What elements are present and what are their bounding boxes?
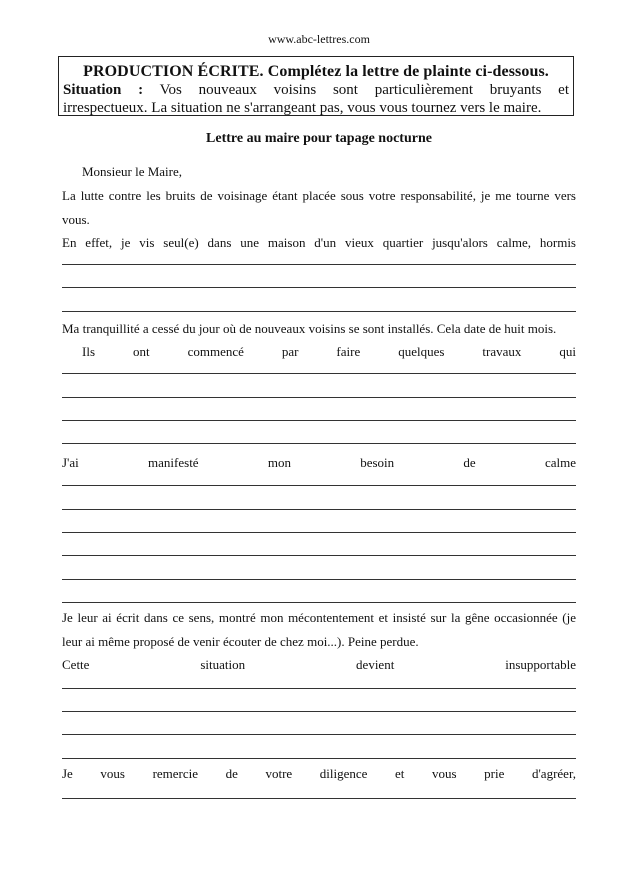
situation-text-1: Vos nouveaux voisins sont particulièrement bruyants et xyxy=(159,82,569,98)
paragraph-2-start: En effet, je vis seul(e) dans une maison d'un vieux quartier jusqu'alors calme, hormis xyxy=(62,235,576,250)
blank-line[interactable] xyxy=(62,420,576,421)
blank-line[interactable] xyxy=(62,485,576,486)
blank-line[interactable] xyxy=(62,287,576,288)
paragraph-1-line-1: La lutte contre les bruits de voisinage étant placée sous votre responsabilité, je me tourne vers xyxy=(62,188,576,203)
letter-title: Lettre au maire pour tapage nocturne xyxy=(206,131,432,146)
exercise-title: PRODUCTION ÉCRITE. Complétez la lettre de plainte ci-dessous. xyxy=(83,63,549,80)
blank-line[interactable] xyxy=(62,443,576,444)
paragraph-6-line-1: Je leur ai écrit dans ce sens, montré mon mécontentement et insisté sur la gêne occasionnée (je xyxy=(62,610,576,625)
blank-line[interactable] xyxy=(62,509,576,510)
paragraph-8-start: Je vous remercie de votre diligence et vous prie d'agréer, xyxy=(62,766,576,781)
blank-line[interactable] xyxy=(62,688,576,689)
situation-label: Situation : xyxy=(63,82,144,98)
blank-line[interactable] xyxy=(62,311,576,312)
blank-line[interactable] xyxy=(62,264,576,265)
situation-line-1 xyxy=(63,81,569,99)
blank-line[interactable] xyxy=(62,798,576,799)
situation-line-2: irrespectueux. La situation ne s'arrangeant pas, vous vous tournez vers le maire. xyxy=(63,100,542,116)
blank-line[interactable] xyxy=(62,555,576,556)
blank-line[interactable] xyxy=(62,711,576,712)
paragraph-6-line-2: leur ai même proposé de venir écouter de chez moi...). Peine perdue. xyxy=(62,634,419,649)
site-url: www.abc-lettres.com xyxy=(268,32,370,46)
salutation: Monsieur le Maire, xyxy=(82,164,183,179)
blank-line[interactable] xyxy=(62,397,576,398)
blank-line[interactable] xyxy=(62,532,576,533)
paragraph-7-start: Cette situation devient insupportable xyxy=(62,657,576,672)
blank-line[interactable] xyxy=(62,579,576,580)
blank-line[interactable] xyxy=(62,734,576,735)
paragraph-5-start: J'ai manifesté mon besoin de calme xyxy=(62,455,576,470)
instructions-box xyxy=(58,56,574,116)
paragraph-1-line-2: vous. xyxy=(62,212,90,227)
blank-line[interactable] xyxy=(62,602,576,603)
blank-line[interactable] xyxy=(62,373,576,374)
blank-line[interactable] xyxy=(62,758,576,759)
paragraph-4-start: Ils ont commencé par faire quelques travaux qui xyxy=(82,344,576,359)
paragraph-3: Ma tranquillité a cessé du jour où de nouveaux voisins se sont installés. Cela date de huit mois. xyxy=(62,321,557,336)
